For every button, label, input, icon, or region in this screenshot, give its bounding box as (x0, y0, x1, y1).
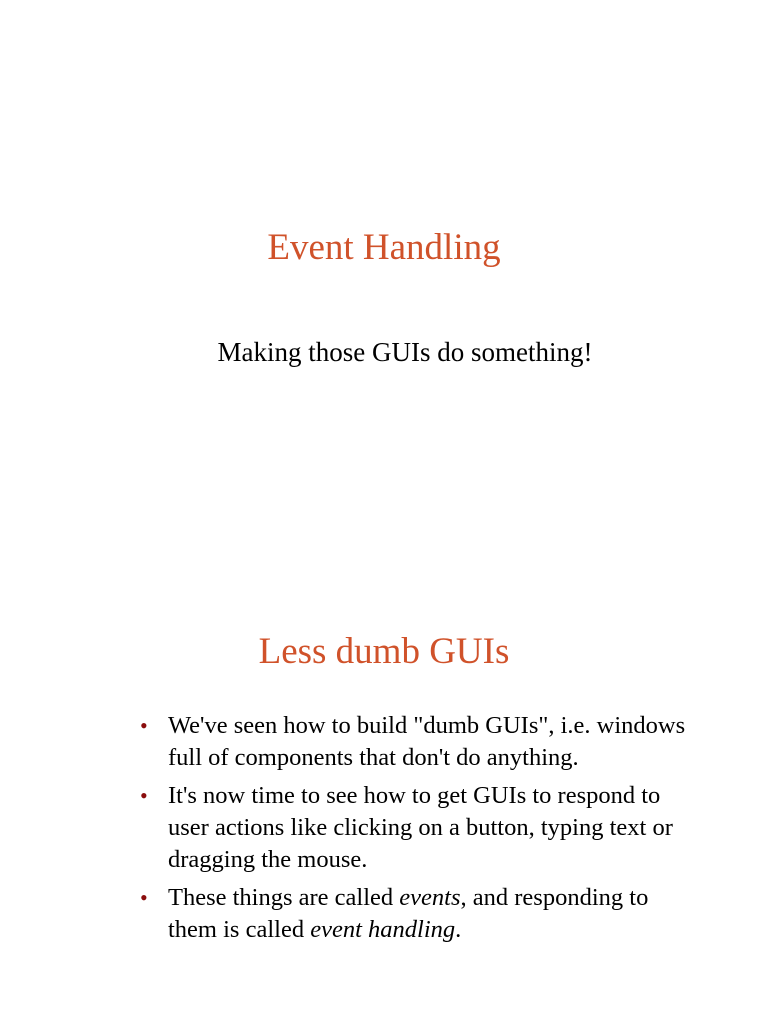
bullet-dot-icon: • (140, 885, 148, 910)
bullet-text: It's now time to see how to get GUIs to respond to user actions like clicking on a button, typing text or dragging the mouse. (168, 782, 673, 873)
bullet-text: , and responding to them is called (168, 884, 649, 943)
bullet-text: These things are called (168, 884, 400, 911)
slide-title: Less dumb GUIs (258, 631, 510, 672)
bullet-item (140, 710, 700, 774)
slide-less-dumb-guis (0, 512, 768, 1024)
emphasized-term: events (399, 884, 461, 911)
slide-title: Event Handling (267, 227, 501, 268)
emphasized-term: event handling (310, 916, 456, 943)
bullet-item (140, 780, 700, 876)
slide-subtitle: Making those GUIs do something! (217, 337, 593, 367)
bullet-list (140, 710, 700, 952)
bullet-dot-icon: • (140, 713, 148, 738)
bullet-text: . (455, 916, 462, 943)
bullet-text: We've seen how to build "dumb GUIs", i.e. windows full of components that don't do anything. (168, 712, 686, 771)
bullet-item (140, 882, 700, 946)
bullet-dot-icon: • (140, 783, 148, 808)
